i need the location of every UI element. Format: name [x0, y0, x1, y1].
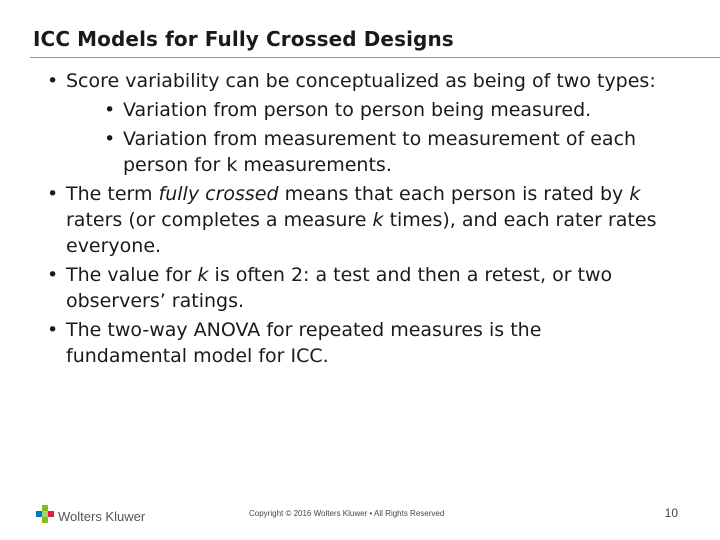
- copyright-notice: Copyright © 2016 Wolters Kluwer • All Rights Reserved: [249, 509, 445, 518]
- bullet-2-line-1: [66, 181, 640, 207]
- text-run: means that each person is rated by: [278, 183, 630, 205]
- sub-bullet-2-line-2: person for k measurements.: [123, 154, 392, 176]
- slide-title: ICC Models for Fully Crossed Designs: [33, 27, 454, 51]
- sub-bullet-2-line-1: Variation from measurement to measurement of each: [123, 128, 637, 150]
- variable-k: k: [372, 209, 384, 231]
- bullet-3-line-2: observers’ ratings.: [66, 290, 245, 312]
- bullet-marker: •: [47, 70, 59, 92]
- bullet-3-line-1: [66, 262, 612, 288]
- bullet-4-line-2: fundamental model for ICC.: [66, 345, 329, 367]
- sub-bullet-marker: •: [104, 128, 116, 150]
- sub-bullet-marker: •: [104, 99, 116, 121]
- bullet-marker: •: [47, 319, 59, 341]
- text-run: is often 2: a test and then a retest, or two: [208, 264, 613, 286]
- title-divider: [30, 57, 720, 58]
- text-run: raters (or completes a measure: [66, 209, 373, 231]
- wolters-kluwer-logo-icon: [36, 505, 54, 527]
- bullet-4-line-1: The two-way ANOVA for repeated measures is the: [66, 319, 542, 341]
- variable-k: k: [629, 183, 641, 205]
- bullet-marker: •: [47, 183, 59, 205]
- bullet-2-line-3: everyone.: [66, 235, 162, 257]
- text-run: The term: [66, 183, 159, 205]
- variable-k: k: [197, 264, 209, 286]
- text-run: times), and each rater rates: [383, 209, 657, 231]
- logo-wordmark: Wolters Kluwer: [58, 508, 146, 524]
- emphasis-text: fully crossed: [158, 183, 279, 205]
- page-number: 10: [664, 506, 678, 520]
- bullet-2-line-2: [66, 207, 656, 233]
- footer-logo: [36, 506, 145, 526]
- bullet-1-line-1: Score variability can be conceptualized as being of two types:: [66, 70, 656, 92]
- bullet-marker: •: [47, 264, 59, 286]
- text-run: The value for: [66, 264, 198, 286]
- sub-bullet-1-line-1: Variation from person to person being measured.: [123, 99, 592, 121]
